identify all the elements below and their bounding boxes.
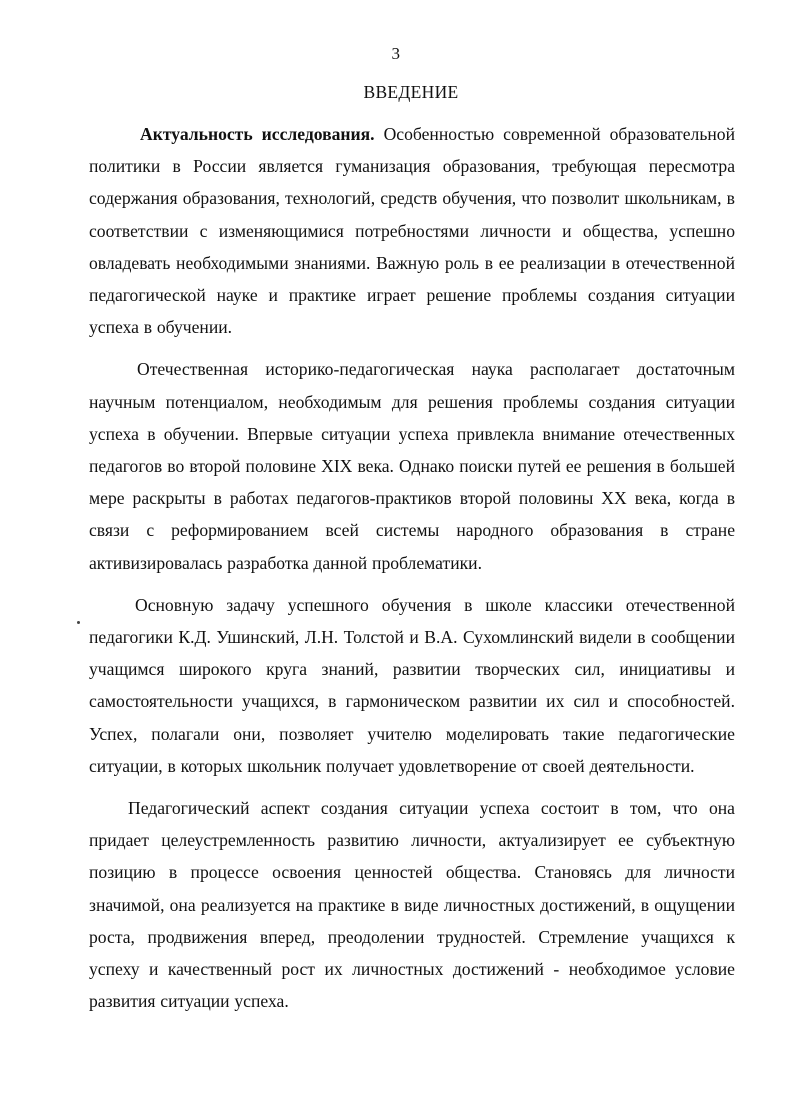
paragraph-classics: Основную задачу успешного обучения в школе классики отечественной педагогики К.Д. Ушинский, Л.Н. Толстой и В.А. Сухомлинский видели в сообщении учащимся широкого круга знаний, развитии творческих сил, инициативы и самостоятельности учащихся, в гармоническом развитии их сил и способностей. Успех, полагали они, позволяет учителю моделировать такие педагогические ситуации, в которых школьник получает удовлетворение от своей деятельности. <box>89 594 735 776</box>
page-number: 3 <box>391 44 401 63</box>
paragraph-lead: Актуальность исследования. <box>140 124 375 144</box>
margin-mark <box>77 621 80 624</box>
paragraph-history: Отечественная историко-педагогическая наука располагает достаточным научным потенциалом, необходимым для решения проблемы создания ситуации успеха в обучении. Впервые ситуации успеха привлекла внимание отечественных педагогов во второй половине XIX века. Однако поиски путей ее решения в большей мере раскрыты в работах педагогов-практиков второй половины XX века, когда в связи с реформированием всей системы народного образования в стране активизировалась разработка данной проблематики. <box>89 359 735 573</box>
paragraph-pedagogical-aspect: Педагогический аспект создания ситуации успеха состоит в том, что она придает целеустремленность развитию личности, актуализирует ее субъектную позицию в процессе освоения ценностей общества. Становясь для личности значимой, она реализуется на практике в виде личностных достижений, в ощущении роста, продвижения вперед, преодолении трудностей. Стремление учащихся к успеху и качественный рост их личностных достижений - необходимое условие развития ситуации успеха. <box>89 798 735 1012</box>
paragraph-text: Особенностью современной образовательной политики в России является гуманизация образования, требующая пересмотра содержания образования, технологий, средств обучения, что позволит школьникам, в соответствии с изменяющимися потребностями личности и общества, успешно овладевать необходимыми знаниями. Важную роль в ее реализации в отечественной педагогической науке и практике играет решение проблемы создания ситуации успеха в обучении. <box>89 124 735 338</box>
body-text <box>89 118 735 1017</box>
paragraph-relevance <box>89 118 735 343</box>
section-heading: ВВЕДЕНИЕ <box>363 82 459 102</box>
